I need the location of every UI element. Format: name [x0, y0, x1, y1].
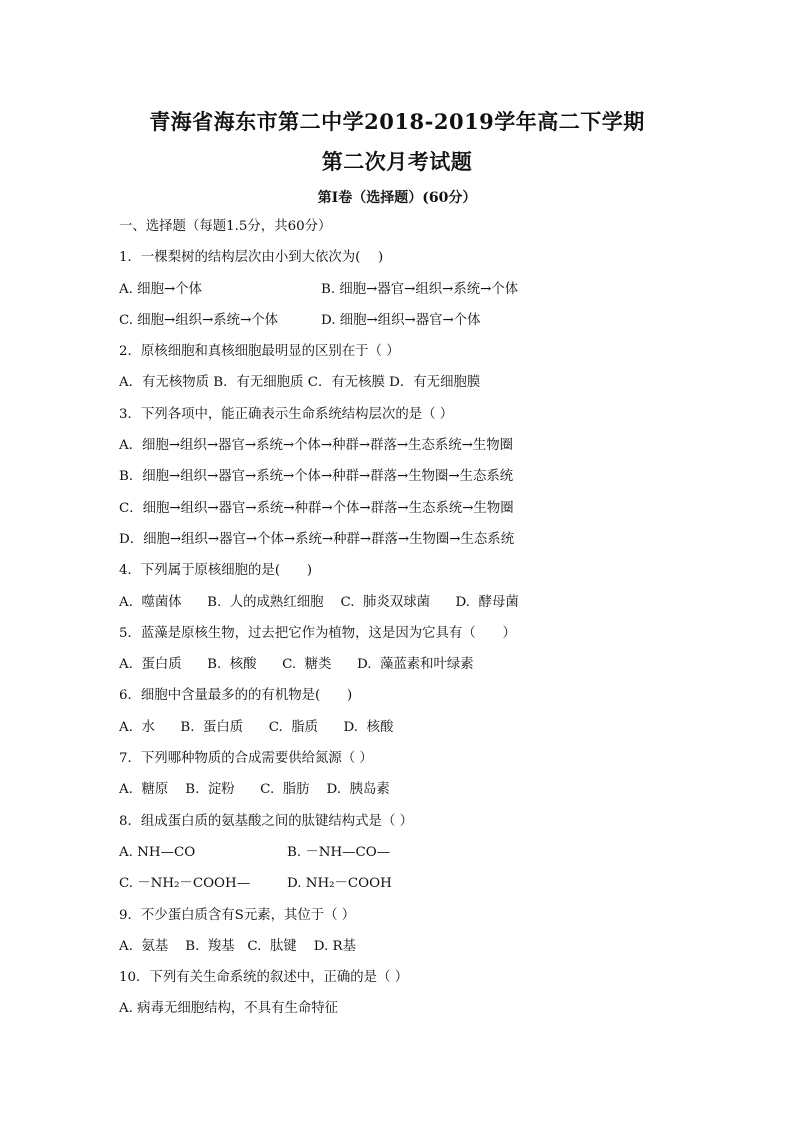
question-5-stem: 5．蓝藻是原核生物，过去把它作为植物，这是因为它具有（ ） [119, 625, 516, 641]
document-title-line1: 青海省海东市第二中学2018-2019学年高二下学期 [149, 109, 645, 134]
question-4-stem: 4．下列属于原核细胞的是( ) [119, 563, 313, 579]
question-10-option-a: A. 病毒无细胞结构，不具有生命特征 [119, 1001, 339, 1017]
question-2-options: A．有无核物质 B．有无细胞质 C．有无核膜 D．有无细胞膜 [119, 375, 481, 391]
question-1-stem: 1．一棵梨树的结构层次由小到大依次为( ) [119, 250, 384, 266]
question-6-options: A. 水 B. 蛋白质 C. 脂质 D. 核酸 [119, 719, 394, 735]
question-9-options: A. 氨基 B. 羧基 C. 肽键 D. R基 [119, 938, 356, 954]
question-3-option-b: B．细胞→组织→器官→系统→个体→种群→群落→生物圈→生态系统 [119, 469, 514, 485]
question-2-stem: 2．原核细胞和真核细胞最明显的区别在于（ ） [119, 344, 400, 360]
question-10-stem: 10．下列有关生命系统的叙述中，正确的是（ ） [119, 970, 409, 986]
question-1-option-d: D. 细胞→组织→器官→个体 [321, 312, 481, 328]
question-8-option-b: B. －NH—CO— [287, 844, 391, 860]
question-1-option-a: A. 细胞→个体 [119, 281, 202, 297]
question-3-option-a: A．细胞→组织→器官→系统→个体→种群→群落→生态系统→生物圈 [119, 438, 514, 454]
question-1-options-row1 [119, 279, 759, 310]
question-8-options-row1 [119, 842, 759, 873]
question-8-option-c: C. －NH₂－COOH— [119, 876, 251, 892]
question-4-options: A. 噬菌体 B. 人的成熟红细胞 C. 肺炎双球菌 D. 酵母菌 [119, 594, 519, 610]
document-title-line2: 第二次月考试题 [321, 149, 473, 174]
question-3-stem: 3．下列各项中，能正确表示生命系统结构层次的是（ ） [119, 406, 454, 422]
question-5-options: A. 蛋白质 B. 核酸 C. 糖类 D. 藻蓝素和叶绿素 [119, 657, 474, 673]
section-heading: 第I卷（选择题）(60分） [317, 190, 477, 206]
question-9-stem: 9．不少蛋白质含有S元素，其位于（ ） [119, 907, 356, 923]
question-1-option-b: B. 细胞→器官→组织→系统→个体 [321, 281, 519, 297]
question-8-option-d: D. NH₂－COOH [287, 876, 392, 892]
question-7-stem: 7．下列哪种物质的合成需要供给氮源（ ） [119, 751, 373, 767]
question-list [119, 216, 759, 1030]
question-6-stem: 6．细胞中含量最多的的有机物是( ) [119, 688, 353, 704]
question-7-options: A. 糖原 B. 淀粉 C. 脂肪 D. 胰岛素 [119, 782, 390, 798]
part-heading: 一、选择题（每题1.5分，共60分） [119, 219, 332, 234]
question-1-option-c: C. 细胞→组织→系统→个体 [119, 312, 279, 328]
question-8-option-a: A. NH—CO [119, 844, 196, 860]
question-1-options-row2 [119, 310, 759, 341]
question-8-options-row2 [119, 873, 759, 904]
question-3-option-c: C．细胞→组织→器官→系统→种群→个体→群落→生态系统→生物圈 [119, 500, 514, 516]
question-8-stem: 8．组成蛋白质的氨基酸之间的肽键结构式是（ ） [119, 813, 413, 829]
question-3-option-d: D．细胞→组织→器官→个体→系统→种群→群落→生物圈→生态系统 [119, 531, 515, 547]
